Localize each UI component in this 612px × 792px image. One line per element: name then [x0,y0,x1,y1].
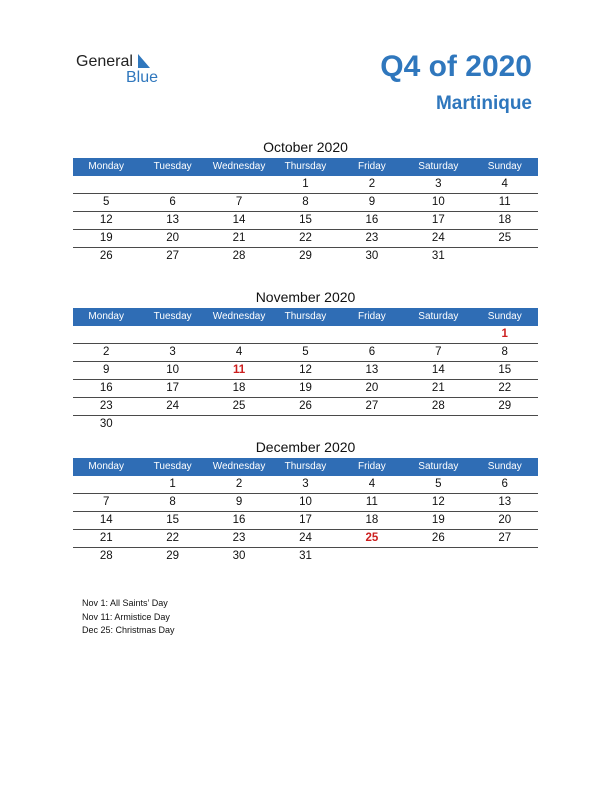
day-cell: 16 [232,514,246,526]
day-cell: 17 [431,214,445,226]
week-row [73,416,538,433]
week-row [73,476,538,494]
week-row [73,326,538,344]
day-cell: 10 [431,196,445,208]
weekday-header: Wednesday [212,461,266,472]
day-cell: 17 [166,382,180,394]
holiday-note: Nov 11: Armistice Day [82,611,170,622]
day-cell: 28 [431,400,445,412]
triangle-flag-icon [138,54,150,68]
weekday-header: Tuesday [153,461,192,472]
day-cell: 18 [232,382,246,394]
week-row [73,344,538,362]
holiday-notes [82,597,175,638]
day-cell [206,176,272,193]
weekday-header-row [73,308,538,326]
page-title: Q4 of 2020 [380,50,532,83]
day-cell: 21 [99,532,113,544]
day-cell: 19 [99,232,113,244]
holiday-day-cell: 25 [365,532,379,544]
week-row [73,548,538,565]
day-cell: 15 [498,364,512,376]
weekday-header: Friday [358,161,386,172]
day-cell: 11 [498,196,511,208]
day-cell: 26 [99,250,113,262]
day-cell: 21 [431,382,445,394]
weekday-header: Friday [358,461,386,472]
day-cell [339,416,405,433]
day-cell [405,548,471,565]
week-row [73,362,538,380]
day-cell: 26 [431,532,445,544]
day-cell [139,416,205,433]
day-cell [206,416,272,433]
day-cell: 2 [103,346,110,358]
day-cell: 11 [365,496,378,508]
day-cell [405,326,471,343]
weekday-header: Sunday [487,311,522,322]
day-cell: 13 [365,364,379,376]
day-cell: 29 [498,400,512,412]
weekday-header: Wednesday [212,161,266,172]
day-cell: 12 [99,214,113,226]
day-cell: 6 [501,478,508,490]
day-cell: 1 [169,478,176,490]
month-title: October 2020 [263,139,348,155]
day-cell: 23 [232,532,246,544]
month-title: December 2020 [255,439,356,455]
day-cell: 30 [365,250,379,262]
day-cell: 22 [498,382,512,394]
day-cell: 23 [365,232,379,244]
day-cell [472,416,538,433]
day-cell: 5 [103,196,110,208]
day-cell: 18 [365,514,379,526]
day-cell: 19 [431,514,445,526]
day-cell: 17 [299,514,312,526]
day-cell: 27 [498,532,512,544]
day-cell: 28 [99,550,113,562]
day-cell: 10 [166,364,180,376]
day-cell: 24 [431,232,445,244]
weekday-header: Monday [88,161,124,172]
day-cell: 4 [368,478,376,490]
day-cell: 9 [103,364,110,376]
day-cell: 19 [299,382,312,394]
week-row [73,212,538,230]
weekday-header: Sunday [487,461,522,472]
day-cell: 31 [299,550,312,562]
day-cell: 18 [498,214,512,226]
day-cell: 2 [368,178,376,190]
day-cell: 15 [299,214,312,226]
day-cell: 6 [169,196,176,208]
day-cell [472,548,538,565]
day-cell: 24 [299,532,312,544]
day-cell: 21 [232,232,246,244]
weekday-header: Thursday [284,311,327,322]
day-cell: 28 [232,250,246,262]
month-calendar [73,136,538,265]
week-row [73,380,538,398]
weekday-header: Monday [88,311,124,322]
day-cell: 3 [302,478,309,490]
day-cell: 29 [166,550,180,562]
day-cell: 29 [299,250,312,262]
day-cell: 31 [431,250,445,262]
day-cell [73,476,139,493]
week-row [73,194,538,212]
month-title: November 2020 [255,289,356,305]
day-cell: 26 [299,400,312,412]
day-cell: 7 [435,346,442,358]
day-cell [139,326,205,343]
day-cell: 23 [99,400,113,412]
day-cell: 14 [431,364,445,376]
day-cell: 7 [235,196,243,208]
weekday-header: Tuesday [153,161,192,172]
week-row [73,176,538,194]
logo-word-blue: Blue [126,69,159,86]
week-row [73,512,538,530]
day-cell: 8 [169,496,176,508]
day-cell: 22 [299,232,312,244]
day-cell: 5 [302,346,309,358]
day-cell: 2 [235,478,243,490]
weekday-header: Thursday [284,161,327,172]
day-cell: 25 [498,232,512,244]
day-cell: 27 [365,400,379,412]
day-cell: 30 [232,550,246,562]
day-cell: 4 [235,346,243,358]
day-cell: 7 [103,496,110,508]
day-cell: 27 [166,250,180,262]
day-cell [405,416,471,433]
day-cell [339,326,405,343]
logo-word-general: General [76,53,133,70]
week-row [73,494,538,512]
holiday-note: Dec 25: Christmas Day [82,625,175,635]
day-cell: 6 [368,346,376,358]
day-cell: 5 [435,478,442,490]
day-cell: 16 [365,214,379,226]
weekday-header-row [73,158,538,176]
day-cell: 10 [299,496,312,508]
week-row [73,530,538,548]
day-cell: 24 [166,400,180,412]
month-calendar [73,286,538,433]
day-cell: 12 [431,496,445,508]
weekday-header: Monday [88,461,124,472]
weekday-header: Tuesday [153,311,192,322]
day-cell: 1 [302,178,309,190]
weekday-header: Saturday [418,461,459,472]
day-cell [73,176,139,193]
day-cell: 16 [99,382,113,394]
day-cell [139,176,205,193]
day-cell [272,326,338,343]
month-calendar [73,436,538,565]
weekday-header: Sunday [487,161,522,172]
day-cell: 13 [166,214,180,226]
day-cell [206,326,272,343]
weekday-header: Saturday [418,311,459,322]
day-cell: 30 [99,418,113,430]
day-cell: 3 [435,178,442,190]
day-cell: 12 [299,364,312,376]
day-cell: 20 [498,514,512,526]
day-cell: 25 [232,400,246,412]
day-cell: 20 [365,382,379,394]
day-cell: 14 [232,214,246,226]
day-cell [73,326,139,343]
day-cell [272,416,338,433]
week-row [73,398,538,416]
week-row [73,248,538,265]
holiday-note: Nov 1: All Saints’ Day [82,598,168,608]
day-cell: 9 [235,496,243,508]
weekday-header: Wednesday [212,311,266,322]
page-subtitle: Martinique [435,93,532,114]
day-cell: 20 [166,232,180,244]
day-cell: 8 [302,196,309,208]
weekday-header: Friday [358,311,386,322]
day-cell: 22 [166,532,180,544]
day-cell: 13 [498,496,512,508]
day-cell: 9 [368,196,376,208]
holiday-day-cell: 11 [232,364,246,376]
holiday-day-cell: 1 [501,328,508,340]
day-cell: 4 [501,178,508,190]
day-cell: 8 [501,346,508,358]
day-cell: 14 [99,514,113,526]
day-cell: 15 [166,514,180,526]
weekday-header-row [73,458,538,476]
brand-logo [76,52,186,88]
day-cell [472,248,538,265]
day-cell: 3 [169,346,176,358]
weekday-header: Saturday [418,161,459,172]
weekday-header: Thursday [284,461,327,472]
week-row [73,230,538,248]
day-cell [339,548,405,565]
